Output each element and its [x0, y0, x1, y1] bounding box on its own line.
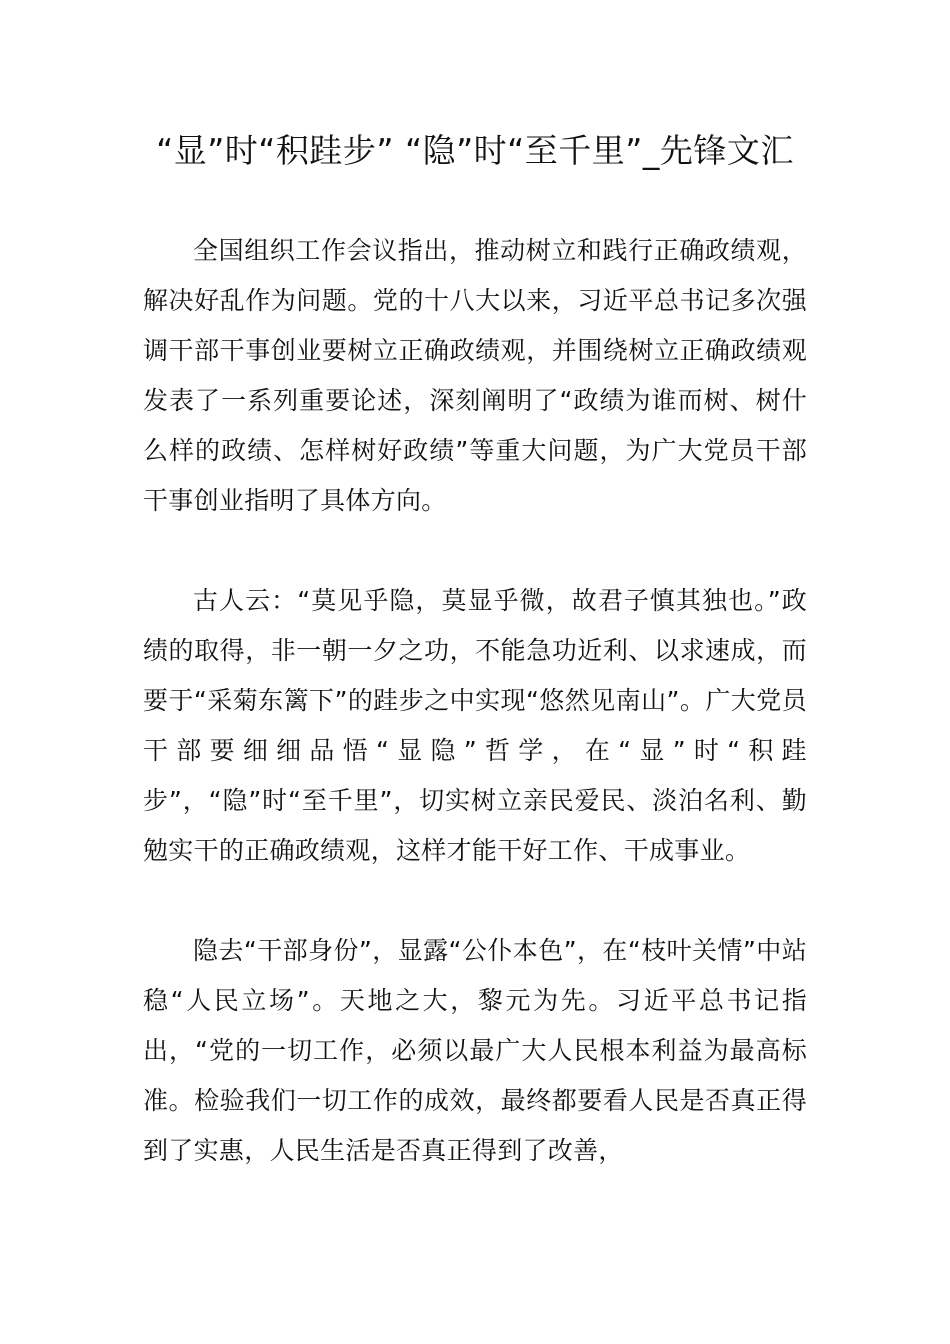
paragraph: 隐去“干部身份”，显露“公仆本色”，在“枝叶关情”中站稳“人民立场”。天地之大，黎元为先。习近平总书记指出，“党的一切工作，必须以最广大人民根本利益为最高标准。检验我们一切工作的成效，最终都要看人民是否真正得到了实惠，人民生活是否真正得到了改善，: [143, 936, 807, 1165]
document-body: [143, 226, 807, 1226]
document-title: “显”时“积跬步” “隐”时“至千里”_先锋文汇: [156, 131, 794, 170]
paragraph: 全国组织工作会议指出，推动树立和践行正确政绩观，解决好乱作为问题。党的十八大以来，习近平总书记多次强调干部干事创业要树立正确政绩观，并围绕树立正确政绩观发表了一系列重要论述，深刻阐明了“政绩为谁而树、树什么样的政绩、怎样树好政绩”等重大问题，为广大党员干部干事创业指明了具体方向。: [143, 236, 807, 515]
paragraph: 古人云：“莫见乎隐，莫显乎微，故君子慎其独也。”政绩的取得，非一朝一夕之功，不能急功近利、以求速成，而要于“采菊东篱下”的跬步之中实现“悠然见南山”。广大党员干部要细细品悟“显隐”哲学，在“显”时“积跬步”，“隐”时“至千里”，切实树立亲民爱民、淡泊名利、勤勉实干的正确政绩观，这样才能干好工作、干成事业。: [143, 586, 807, 865]
